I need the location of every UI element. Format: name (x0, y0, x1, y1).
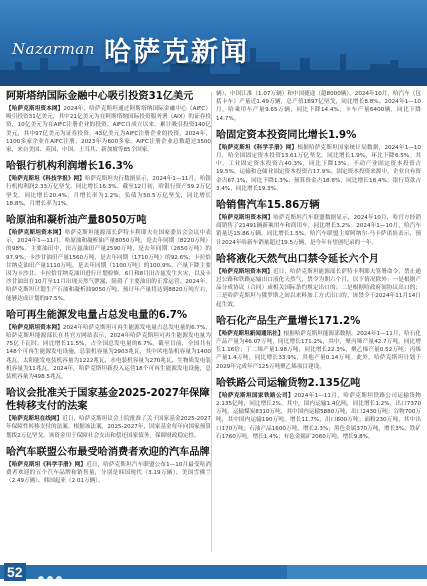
article-title: 哈将液化天然气出口禁令延长六个月 (216, 253, 379, 265)
article-body (216, 268, 421, 309)
article (216, 199, 421, 247)
article-source-tag: 【哈萨克斯坦资本网】 (6, 106, 64, 112)
article-text: 根据哈萨克斯坦能源部数据，2024年1—11月，哈石化产品产量为46.07万吨，同比增长171.2%，其中，聚丙烯产量42.7万吨，同比增长1.16倍；丁二烯产量1.98万吨，同比增长22.3%，聚乙烯产量0.52万吨；丙烯产量1.4万吨，同比增长33.9%，其他产量0.14万吨。此外，哈萨克斯坦计划于2029年完成年产125万吨聚乙烯项目建设。 (216, 330, 421, 370)
article (216, 377, 421, 441)
magazine-banner (0, 0, 427, 86)
article-title: 哈银行机构利润增长16.3% (6, 161, 134, 173)
article-text: 辆）、中国江淮（1.07万辆）和中国捷途（超8000辆）。2024年10月，哈汽车（包括卡车）产量近1.49万辆，总产值1897亿坚戈，同比增长8.8%。2024年1—10月，哈乘用车产量9.65万辆，同比下降14.4%，卡车产量6400辆，同比下降14.7%。 (216, 91, 421, 122)
article-source-tag: 【哈萨克斯坦《科学手册》网】 (216, 144, 298, 151)
article-body (6, 175, 211, 208)
article-title: 哈销售汽车15.86万辆 (216, 200, 320, 212)
article-text: 2024年，哈萨克斯坦通过阿斯塔纳国际金融中心（AIFC）吸引投资31亿美元，其中21亿美元为在阿斯塔纳国际投资服务署（AIX）的证券投资，10亿美元为在AIFC注册企业的投资。AIFC自成立以来，累计吸引投资140亿美元，其中97亿美元为证券投资，43亿美元为AIFC注册企业的投资。2024年，1100多家企业在AIFC注册，2023年为600多家。AIFC注册企业总数超过3500家，来自美国、英国、中国、土耳其、新加坡等85个国家。 (6, 106, 211, 154)
article-text: 近日，哈萨克斯坦汽车联盟公布1—10月最受哈消费者欢迎的五个汽车品牌和销售量，分别是韩国现代（3.19万辆）、美国雪佛兰（2.49万辆）、韩国起亚（2.01万辆）、 (6, 461, 211, 485)
article-body (216, 214, 421, 247)
brand-english-title: Nazarman (12, 40, 95, 58)
footer-dots-decoration (38, 567, 65, 577)
article (6, 387, 211, 440)
article (216, 315, 421, 371)
page-number: 52 (4, 563, 26, 581)
article-body (6, 415, 211, 440)
article-body (216, 392, 421, 441)
left-column (6, 90, 211, 492)
article-body (216, 90, 421, 123)
article-title: 哈可再生能源发电量占总发电量的6.7% (6, 309, 188, 321)
article-text: 近日，哈萨克斯坦能源部长萨特卡利耶夫签署命令，禁止通过公路和铁路运输出口液化天然气，禁令为期六个月，以下情况除外：一是根据产品分成协议（合同）或相关国际条约规定出口的；二是根据哈政府间协议出口的；三是哈萨克斯坦与俄罗斯之间以来料加工方式出口的。该禁令于2024年11月14日起生效。 (216, 268, 421, 308)
article-title: 哈石化产品生产量增长171.2% (216, 315, 361, 327)
article-source-tag: 【哈萨克斯坦资本网】 (6, 230, 65, 237)
article-source-tag: 【哈萨克斯坦《科学手册》网】 (6, 461, 87, 468)
right-column (216, 90, 421, 447)
article-title: 阿斯塔纳国际金融中心吸引投资31亿美元 (6, 91, 194, 102)
brand-chinese-title: 哈萨克新闻 (104, 37, 249, 68)
article-body (6, 461, 211, 486)
article (6, 446, 211, 486)
article-source-tag: 【哈萨克斯坦国家铁路公司】 (216, 392, 295, 399)
article-body (6, 229, 211, 303)
article-text: 2024年哈萨克斯坦可再生能源发电量占总发电量的6.7%，哈萨克斯坦能源部长在其官方网站表示，2024年哈萨克斯坦可再生能源发电量为75亿千瓦时，同比增长11.5%，占全国总发电量的6.7%。截至目前，全国共有148个可再生能源发电设施，总装机容量为2903兆瓦，其中风电装机容量为1400兆瓦，太阳能发电装机容量为1222兆瓦，水电装机容量为270兆瓦，生物质发电装机容量为11兆瓦。2024年，哈萨克斯坦新投入运营18个可再生能源发电设施，总装机容量为498.5兆瓦。 (6, 324, 211, 381)
article-body (216, 330, 421, 371)
article-title: 哈汽车联盟公布最受哈消费者欢迎的汽车品牌 (6, 446, 210, 458)
article-title: 哈议会批准关于国家基金2025-2027年保障性转移支付的法案 (6, 388, 210, 413)
article-body (6, 324, 211, 381)
article (216, 253, 421, 309)
article-source-tag: 【哈萨克斯坦资本网】 (6, 324, 63, 331)
article-source-tag: 【哈萨克斯坦资本网】 (216, 215, 274, 222)
article-source-tag: 【哈萨克斯坦新闻通讯社】 (216, 330, 284, 337)
page-footer (0, 555, 427, 583)
article-title: 哈固定资本投资同比增长1.9% (216, 129, 357, 141)
article-text: 哈萨克斯坦能源部长萨特卡利耶夫在国家委员会会议中表示，2024年1—11月，哈原油和凝析油产量8050万吨，是去年同期（8220万吨）的98%。主要油田中，田吉兹油田产量2590万吨，是去年同期（2650万吨）的97.9%；卡沙甘油田产量1560万吨，是去年同期（1710万吨）的92.6%；卡拉恰甘纳克油田产量1110万吨，是去年同期（1100万吨）的100.9%。产量下降主要因为卡沙甘、卡拉恰甘纳克油田进行计划检修，6月和8月田吉兹发生火灾，以及卡沙甘油田在10月至11月出现天然气泄漏，阻碍了主要油田的正常运营。2024年，哈萨克斯坦计划生产石油和凝析油9050万吨，预计年产量将达到8820万吨左右，能够达成计划的97.5%。 (6, 230, 211, 302)
article (6, 160, 211, 208)
article-text: 2024年1—11月，哈萨克斯坦铁路公司运输货物2.135亿吨，同比增长2%。其中，国内运输1.4亿吨，同比增长1.2%，出口7370万吨，运输煤炭8310万吨，其中国内运输5880万吨，出口2430万吨；谷物700万吨，其中国内运输190万吨，增长11.7%，出口600万吨；面粉230万吨，其中出口170万吨；石油产品1600万吨，增长2.3%；黑色金属370万吨，增长3%，铁矿石1760万吨，增长1.4%；有色金属矿2060万吨，增长9.8%。 (216, 392, 421, 440)
article-source-tag: 【哈萨克斯坦资本网】 (216, 268, 273, 275)
article-title: 哈铁路公司运输货物2.135亿吨 (216, 377, 361, 389)
article (6, 309, 211, 381)
article-body (6, 105, 211, 154)
article-continuation (216, 90, 421, 123)
footer-bar-accent (287, 565, 427, 579)
article (6, 90, 211, 154)
article-text: 哈萨克斯坦央行数据显示，2024年1—11月，哈银行机构利润2.33万亿坚戈，同比增长16.3%。截至12月初，哈银行资产59.2万亿坚戈，同比增长20.4%，月增长率为1.2%；负债为50.5万亿坚戈，同比增长18.8%，月增长率为1%。 (6, 176, 211, 207)
article-text: 哈萨克斯坦汽车联盟数据显示，2024年10月，哈官方经销商销售了21491辆新乘用车和商用车，同比增长3.2%。2024年1—10月，哈汽车销量达15.86万辆，同比增长1.5%。哈汽车联盟主席阿纳尔·马卡萨诺娃表示，预计2024年哈新车销量超过19.5万辆，是今年有望创纪录的一年。 (216, 215, 421, 246)
article (216, 129, 421, 193)
article-body (216, 144, 421, 193)
article-source-tag: 【哈萨克斯坦在线网】 (6, 416, 63, 423)
article-title: 哈原油和凝析油产量8050万吨 (6, 215, 147, 227)
article-text: 根据哈萨克斯坦国家统计局数据，2024年1—10月，哈全国固定资本投资13.61万亿坚戈，同比增长1.9%，环比下降6.5%。其中，工业固定资本投资占40.3%，同比下降13%。不动产业固定资本投资占19.5%，运输和仓储业固定资本投资占17.9%。固定资本投资来源中，企业自有资金占67.1%，同比下降1.3%；预算资金占18.8%，同比增长18.4%；银行贷款占3.4%，同比增长19.3%。 (216, 144, 421, 192)
article-source-tag: 【哈萨克斯坦《科技学报》网】 (6, 176, 85, 183)
article-text: 近日，哈萨克斯坦议会上院批准了关于国家基金2025-2027年保障性转移支付的法案。根据该法案，2025-2027年，国家基金每年向国家预算划拨2万亿坚戈。该资金用于保障社会支出和偿还国家债务，保障财政稳定性。 (6, 416, 211, 439)
column-divider (211, 92, 212, 552)
article (6, 214, 211, 303)
